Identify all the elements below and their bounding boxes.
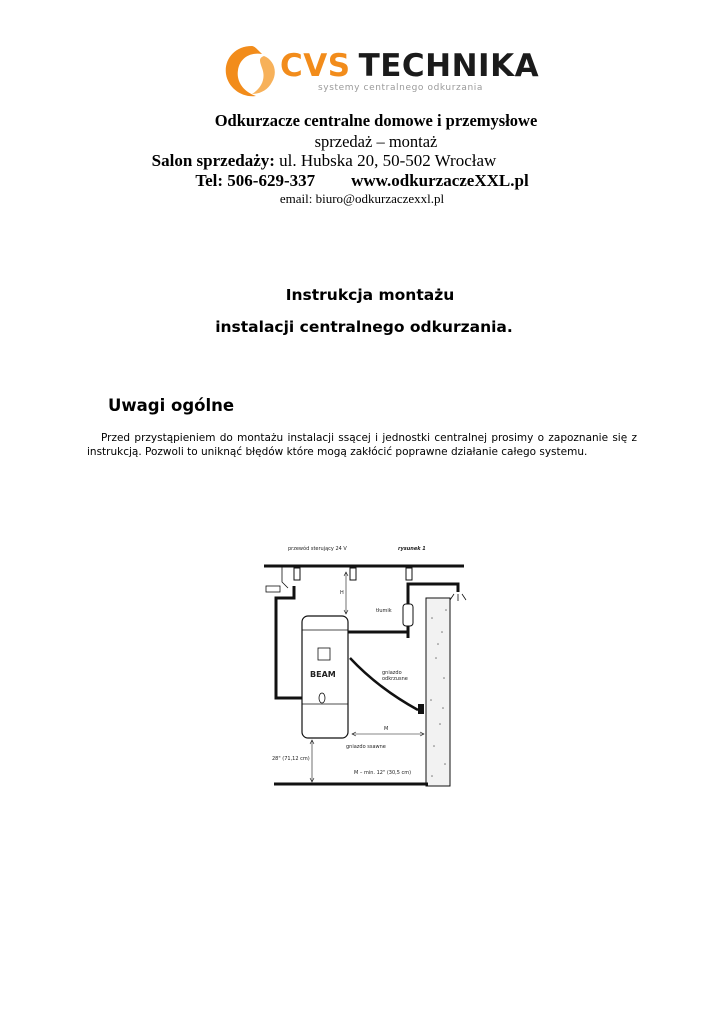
label-outlet-2: odkrzusne <box>382 676 408 682</box>
document-subtitle: instalacji centralnego odkurzania. <box>215 318 513 336</box>
section-paragraph: Przed przystąpieniem do montażu instalacji ssącej i jednostki centralnej prosimy o zapoznanie się z instrukcją. Pozwoli to uniknąć błędów które mogą zakłócić poprawne działanie całego systemu. <box>87 432 637 458</box>
company-logo <box>222 42 540 100</box>
label-control-wire: przewód sterujący 24 V <box>288 546 347 552</box>
label-brand: BEAM <box>310 670 336 679</box>
website-link[interactable]: www.odkurzaczeXXL.pl <box>351 171 529 190</box>
logo-wordmark <box>280 48 539 84</box>
label-silencer: tłumik <box>376 608 392 614</box>
section-heading: Uwagi ogólne <box>108 396 235 415</box>
label-service-outlet: gniazdo ssawne <box>346 744 386 750</box>
label-m: M <box>384 726 389 732</box>
label-outlet-1: gniazdo <box>382 670 402 676</box>
logo-technika: TECHNIKA <box>358 48 540 84</box>
phone-number: Tel: 506-629-337 <box>195 171 316 190</box>
installation-diagram <box>258 528 470 790</box>
label-h: H <box>340 590 344 596</box>
logo-swirl-icon <box>222 42 282 100</box>
header-salon <box>0 151 686 171</box>
header-contact <box>0 171 724 191</box>
label-height: 28" (71,12 cm) <box>272 756 310 762</box>
salon-address: ul. Hubska 20, 50-502 Wrocław <box>274 151 497 170</box>
header-email[interactable]: email: biuro@odkurzaczexxl.pl <box>279 191 445 206</box>
header-line-products: Odkurzacze centralne domowe i przemysłowe <box>214 111 538 130</box>
installation-drawing <box>258 528 470 790</box>
document-title: Instrukcja montażu <box>285 286 455 304</box>
salon-label: Salon sprzedaży: <box>151 151 275 170</box>
logo-tagline: systemy centralnego odkurzania <box>318 83 483 93</box>
logo-cvs: CVS <box>280 48 351 84</box>
label-figure-number: rysunek 1 <box>398 546 426 552</box>
label-min-distance: M – min. 12" (30,5 cm) <box>354 770 412 776</box>
header-line-sales: sprzedaż – montaż <box>314 132 438 151</box>
